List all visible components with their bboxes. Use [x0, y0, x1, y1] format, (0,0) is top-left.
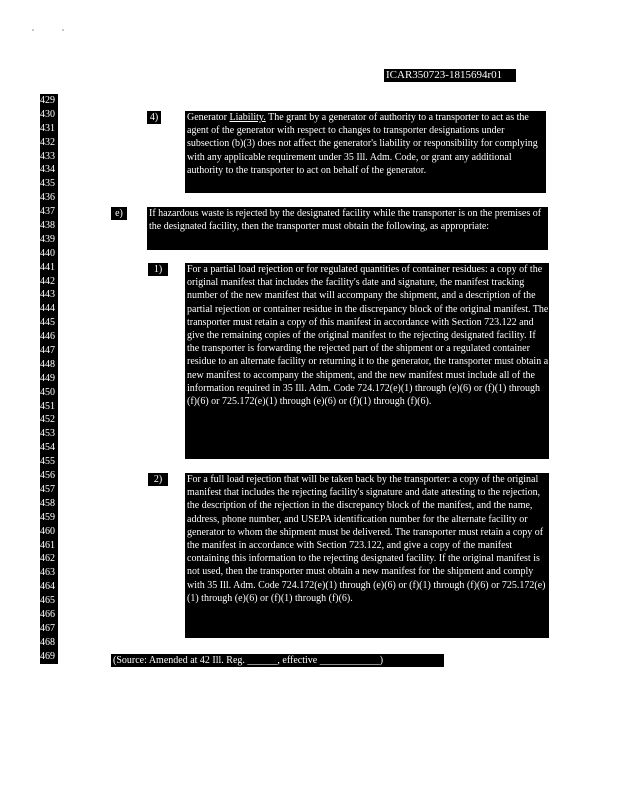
line-number: 448 — [40, 358, 55, 370]
line-number: 446 — [40, 331, 55, 343]
line-number: 438 — [40, 220, 55, 232]
source-suffix: ) — [379, 655, 384, 666]
paragraph-e2 — [185, 473, 549, 638]
line-number: 458 — [40, 497, 55, 509]
line-number: 450 — [40, 386, 55, 398]
para-4-text: The grant by a generator of authority to a transporter to act as the agent of the generator with respect to changes to transporter designations under subsection (b)(3) does not affect the generator's liability or responsibility for complying with any applicable requirement under 35 Ill. Adm. Code, or grant any additional authority to the transporter to act on behalf of the generator. — [187, 112, 538, 176]
paragraph-e — [147, 207, 548, 250]
line-number: 454 — [40, 442, 55, 454]
scan-speck — [32, 29, 34, 31]
line-number: 436 — [40, 192, 55, 204]
line-number: 451 — [40, 400, 55, 412]
line-number: 429 — [40, 95, 55, 106]
line-number-column — [40, 94, 58, 664]
line-number: 441 — [40, 261, 55, 273]
line-number: 443 — [40, 289, 55, 301]
para-e2-text: For a full load rejection that will be taken back by the transporter: a copy of the original manifest that includes the rejecting facility's signature and date attesting to the rejection, the description of the rejection in the discrepancy block of the manifest, and the name, address, phone number, and USEPA identification number for the alternate facility or generator to whom the shipment must be delivered. The transporter must retain a copy of the manifest in accordance with Section 723.122, and give a copy of the manifest containing this information to the rejecting designated facility. If the original manifest is not used, then the transporter must obtain a new manifest for the shipment and comply with 35 Ill. Adm. Code 724.172(e)(1) through (e)(6) or (f)(1) through (f)(6) or 725.172(e)(1) through (e)(6) or (f)(1) through (f)(6). — [187, 474, 546, 604]
line-number: 435 — [40, 178, 55, 190]
line-number: 452 — [40, 414, 55, 426]
source-blank-date: ____________ — [319, 655, 380, 666]
source-blank-reg: ______ — [247, 655, 278, 666]
line-number: 457 — [40, 483, 55, 495]
source-note — [111, 654, 444, 667]
line-number: 468 — [40, 636, 55, 648]
line-number: 444 — [40, 303, 55, 315]
para-e-text: If hazardous waste is rejected by the designated facility while the transporter is on the premises of the designated facility, then the transporter must obtain the following, as appropriate: — [149, 208, 542, 233]
para-marker-e1: 1) — [148, 263, 168, 276]
para-4-heading: Liability. — [229, 112, 266, 123]
line-number: 463 — [40, 567, 55, 579]
para-marker-e: e) — [111, 207, 127, 220]
para-marker-4: 4) — [147, 111, 161, 124]
line-number: 447 — [40, 345, 55, 357]
line-number: 460 — [40, 525, 55, 537]
para-4-lead: Generator — [187, 112, 230, 123]
line-number: 439 — [40, 233, 55, 245]
line-number: 445 — [40, 317, 55, 329]
line-number: 453 — [40, 428, 55, 440]
line-number: 432 — [40, 136, 55, 148]
line-number: 465 — [40, 595, 55, 607]
document-id: ICAR350723-1815694r01 — [384, 69, 516, 82]
scan-speck — [62, 29, 64, 31]
line-number: 442 — [40, 275, 55, 287]
line-number: 469 — [40, 650, 55, 662]
para-marker-e2: 2) — [148, 473, 168, 486]
source-mid: , effective — [277, 655, 320, 666]
line-number: 464 — [40, 581, 55, 593]
line-number: 434 — [40, 164, 55, 176]
line-number: 466 — [40, 608, 55, 620]
line-number: 467 — [40, 622, 55, 634]
line-number: 431 — [40, 122, 55, 134]
paragraph-4 — [185, 111, 546, 193]
line-number: 430 — [40, 108, 55, 120]
line-number: 455 — [40, 456, 55, 468]
paragraph-e1 — [185, 263, 549, 459]
line-number: 456 — [40, 470, 55, 482]
source-prefix: (Source: Amended at 42 Ill. Reg. — [113, 655, 248, 666]
para-e1-text: For a partial load rejection or for regulated quantities of container residues: a copy of the original manifest that includes the facility's date and signature, the manifest tracking number of the new manifest that will accompany the shipment, and a description of the partial rejection or container residue in the discrepancy block of the original manifest. The transporter must retain a copy of this manifest in accordance with Section 723.122 and give the remaining copies of the original manifest to the rejecting designated facility. If the transporter is forwarding the rejected part of the shipment or a regulated container residue to an alternate facility or returning it to the generator, the transporter must obtain a new manifest to accompany the shipment, and the new manifest must include all of the information required in 35 Ill. Adm. Code 724.172(e)(1) through (e)(6) or (f)(1) through (f)(6) or 725.172(e)(1) through (e)(6) or (f)(1) through (f)(6). — [187, 264, 549, 408]
line-number: 462 — [40, 553, 55, 565]
line-number: 449 — [40, 372, 55, 384]
line-number: 440 — [40, 247, 55, 259]
line-number: 459 — [40, 511, 55, 523]
line-number: 433 — [40, 150, 55, 162]
line-number: 437 — [40, 206, 55, 218]
line-number: 461 — [40, 539, 55, 551]
